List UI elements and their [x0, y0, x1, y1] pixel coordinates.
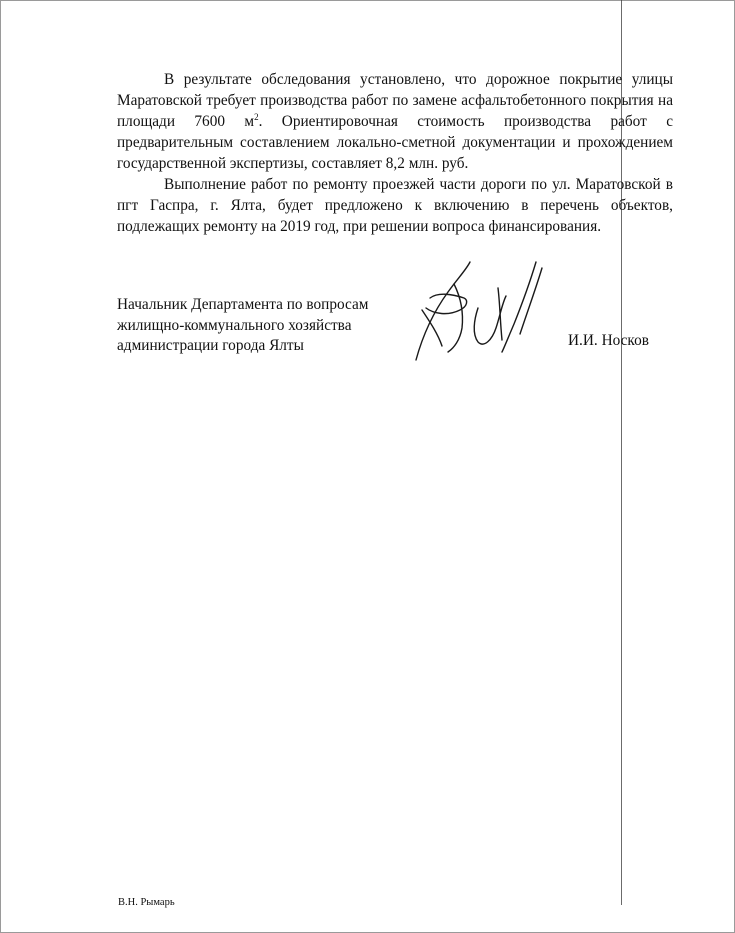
paragraph-repair-plan: Выполнение работ по ремонту проезжей части дороги по ул. Маратовской в пгт Гаспра, г. Ялта, будет предложено к включению в перечень объектов, подлежащих ремонту на 2019 год, при решении вопроса финансирования.: [117, 176, 673, 235]
signatory-position: [117, 295, 368, 357]
signer-name: И.И. Носков: [568, 332, 649, 349]
handwritten-signature: [408, 248, 568, 368]
executor-name: В.Н. Рымарь: [118, 897, 175, 908]
position-line: Начальник Департамента по вопросам: [117, 296, 369, 313]
position-line: жилищно-коммунального хозяйства: [117, 316, 352, 334]
document-body: [117, 69, 673, 237]
area-unit-superscript: 2: [254, 111, 259, 122]
paragraph-survey: [117, 69, 673, 174]
paragraph-survey-text: В результате обследования установлено, что дорожное покрытие улицы Маратовской требует производства работ по замене асфальтобетонного покрытия на площади 7600 м: [117, 71, 673, 130]
paragraph-survey-cost: . Ориентировочная стоимость производства работ с предварительным составлением локально-сметной документации и прохождением государственной экспертизы, составляет 8,2 млн. руб.: [117, 113, 673, 172]
position-line: администрации города Ялты: [117, 337, 304, 354]
